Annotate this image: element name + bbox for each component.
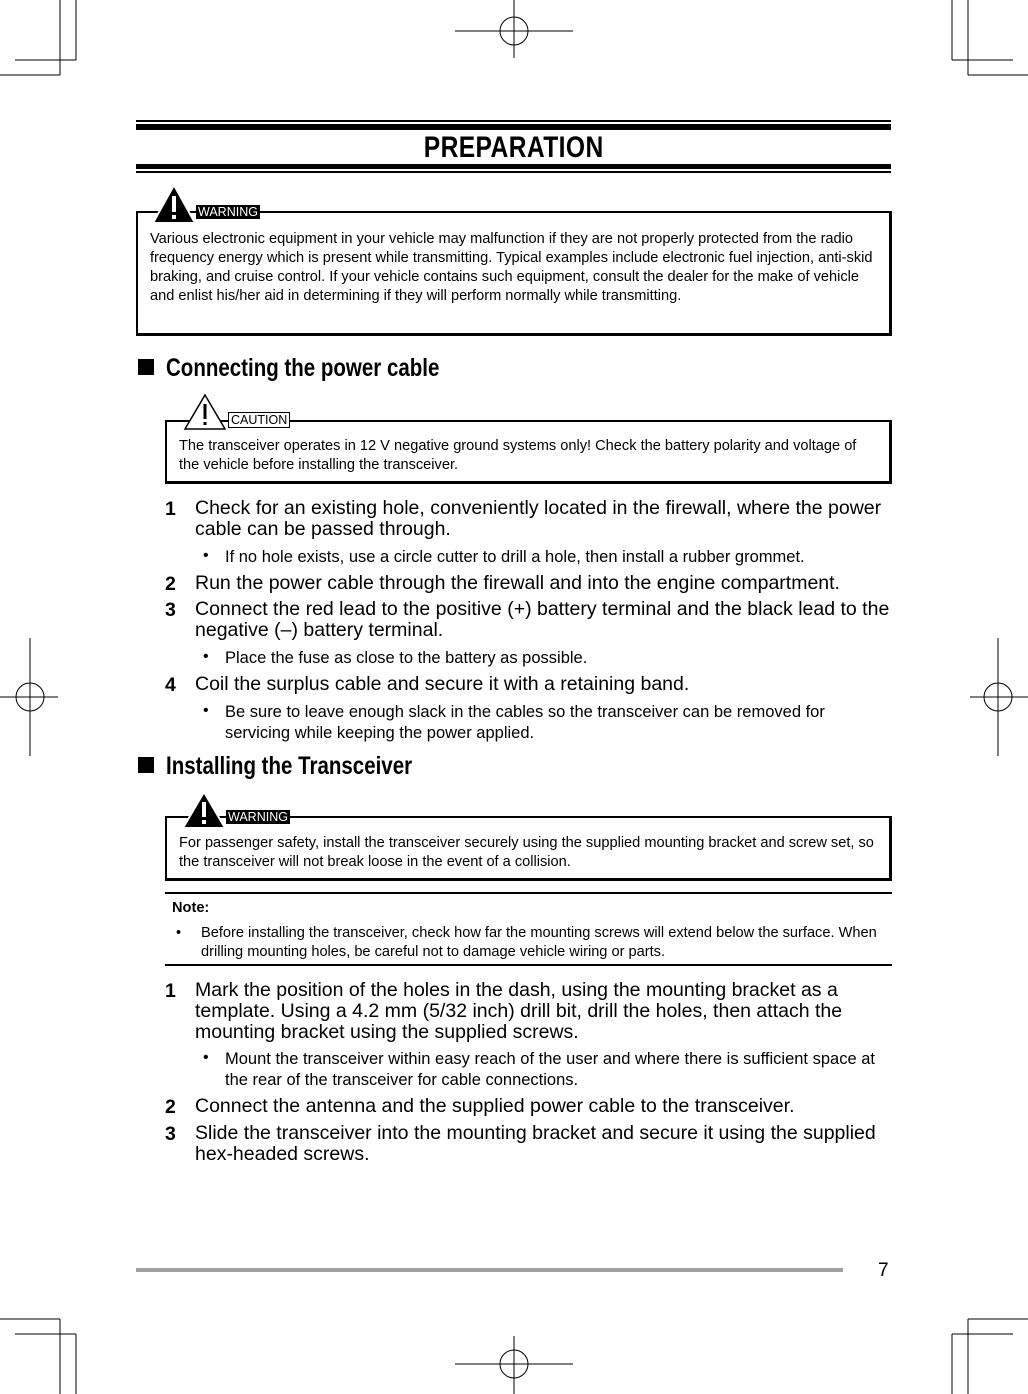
note-rule-bottom (165, 964, 892, 966)
square-bullet-icon (138, 757, 154, 773)
step-number: 1 (165, 980, 176, 1002)
warning-text: Various electronic equipment in your vehicle may malfunction if they are not properly protected from the radio frequency energy which is present while transmitting. Typical examples include electronic fuel injection, anti-skid braking, and cruise control. If your vehicle contains such equipment, consult the dealer for the make of vehicle and enlist his/her aid in determining if they will perform normally while transmitting. (150, 231, 873, 304)
bullet: • (203, 547, 209, 564)
step-note: Place the fuse as close to the battery as possible. (225, 649, 588, 667)
title-rule-bottom-thin (136, 171, 891, 173)
title-rule-top-thick (136, 124, 891, 130)
section-heading-power-cable: Connecting the power cable (138, 354, 499, 383)
bullet: • (203, 702, 209, 719)
bullet: • (203, 648, 209, 665)
warning-icon (152, 184, 196, 224)
step-text: Mark the position of the holes in the dash, using the mounting bracket as a template. Using a 4.2 mm (5/32 inch) drill bit, drill the holes, then attach the mounting bracket using the supplied screws. (195, 979, 843, 1043)
step-text: Connect the antenna and the supplied power cable to the transceiver. (195, 1095, 795, 1117)
step-number: 1 (165, 498, 176, 520)
step-text: Check for an existing hole, conveniently located in the firewall, where the power cable can be passed through. (195, 497, 882, 540)
page-title: PREPARATION (423, 131, 604, 164)
step-note: If no hole exists, use a circle cutter to drill a hole, then install a rubber grommet. (225, 548, 805, 566)
step-text: Connect the red lead to the positive (+) battery terminal and the black lead to the negative (–) battery terminal. (195, 598, 890, 641)
step-number: 2 (165, 1096, 176, 1118)
title-rule-top-thin (136, 120, 891, 122)
footer-rule (136, 1268, 843, 1272)
step-number: 4 (165, 674, 176, 696)
note-rule-top (165, 892, 892, 894)
note-text: Before installing the transceiver, check how far the mounting screws will extend below the surface. When drilling mounting holes, be careful not to damage vehicle wiring or parts. (201, 925, 877, 960)
bullet: • (203, 1049, 209, 1066)
bullet: • (176, 925, 182, 941)
note-label: Note: (172, 900, 210, 916)
warning-label: WARNING (228, 810, 288, 824)
step-text: Run the power cable through the firewall and into the engine compartment. (195, 572, 840, 594)
title-rule-bottom-thick (136, 164, 891, 169)
step-number: 2 (165, 573, 176, 595)
warning-text: For passenger safety, install the transceiver securely using the supplied mounting bracket and screw set, so the transceiver will not break loose in the event of a collision. (179, 835, 874, 870)
caution-label: CAUTION (228, 412, 290, 428)
step-number: 3 (165, 599, 176, 621)
warning-label: WARNING (198, 205, 258, 219)
caution-text: The transceiver operates in 12 V negative ground systems only! Check the battery polarity and voltage of the vehicle before installing the transceiver. (179, 438, 857, 473)
step-text: Coil the surplus cable and secure it with a retaining band. (195, 673, 690, 695)
step-note: Be sure to leave enough slack in the cables so the transceiver can be removed for servicing while keeping the power applied. (225, 703, 825, 742)
square-bullet-icon (138, 359, 154, 375)
caution-icon (183, 393, 227, 431)
warning-icon (182, 791, 226, 829)
step-text: Slide the transceiver into the mounting bracket and secure it using the supplied hex-headed screws. (195, 1122, 876, 1165)
section-heading-installing: Installing the Transceiver (138, 752, 466, 781)
step-note: Mount the transceiver within easy reach of the user and where there is sufficient space at the rear of the transceiver for cable connections. (225, 1050, 875, 1089)
step-number: 3 (165, 1123, 176, 1145)
page-number: 7 (878, 1260, 889, 1281)
